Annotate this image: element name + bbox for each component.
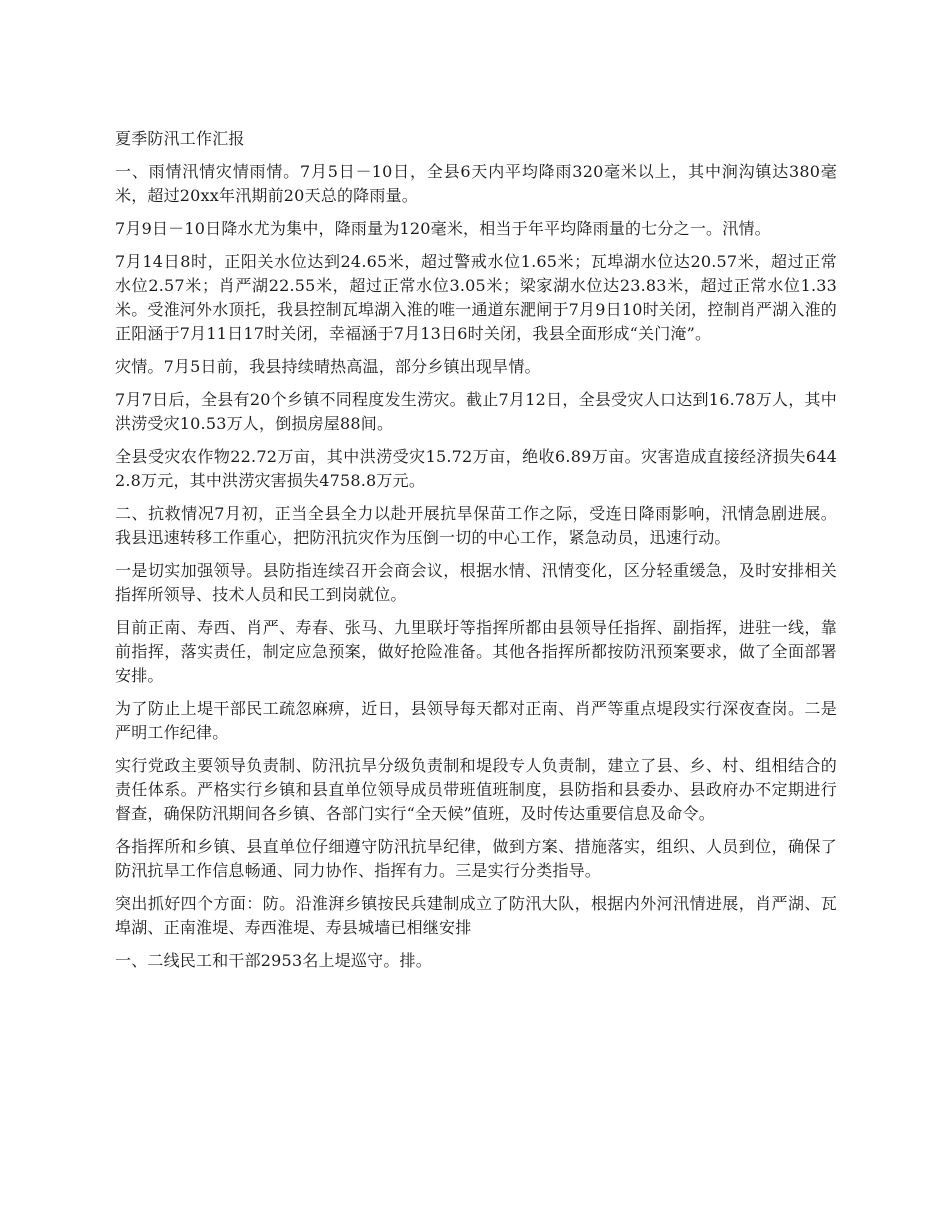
paragraph-crop-losses: 全县受灾农作物22.72万亩，其中洪涝受灾15.72万亩，绝收6.89万亩。灾害造成直接经济损失6442.8万元，其中洪涝灾害损失4758.8万元。 — [115, 447, 837, 490]
paragraph-night-checks: 为了防止上堤干部民工疏忽麻痹，近日，县领导每天都对正南、肖严等重点堤段实行深夜查岗。二是严明工作纪律。 — [115, 699, 837, 742]
paragraph-command-posts: 目前正南、寿西、肖严、寿春、张马、九里联圩等指挥所都由县领导任指挥、副指挥，进驻一线，靠前指挥，落实责任，制定应急预案，做好抢险准备。其他各指挥所都按防汛预案要求，做了全面部署安排。 — [115, 618, 837, 685]
paragraph-rain-concentration: 7月9日－10日降水尤为集中，降雨量为120毫米，相当于年平均降雨量的七分之一。汛情。 — [115, 219, 771, 238]
paragraph-patrol-staff: 一、二线民工和干部2953名上堤巡守。排。 — [115, 951, 432, 970]
document-page — [115, 127, 837, 982]
paragraph-rescue-overview: 二、抗救情况7月初，正当全县全力以赴开展抗旱保苗工作之际，受连日降雨影响，汛情急剧进展。我县迅速转移工作重心，把防汛抗灾作为压倒一切的中心工作，紧急动员，迅速行动。 — [115, 504, 837, 547]
paragraph-four-aspects: 突出抓好四个方面：防。沿淮湃乡镇按民兵建制成立了防汛大队，根据内外河汛情进展，肖严湖、瓦埠湖、正南淮堤、寿西淮堤、寿县城墙已相继安排 — [115, 894, 837, 937]
paragraph-responsibility-system: 实行党政主要领导负责制、防汛抗旱分级负责制和堤段专人负责制，建立了县、乡、村、组相结合的责任体系。严格实行乡镇和县直单位领导成员带班值班制度，县防指和县委办、县政府办不定期进行督查，确保防汛期间各乡镇、各部门实行“全天候”值班，及时传达重要信息及命令。 — [115, 756, 837, 823]
paragraph-water-levels: 7月14日8时，正阳关水位达到24.65米，超过警戒水位1.65米；瓦埠湖水位达20.57米，超过正常水位2.57米；肖严湖22.55米，超过正常水位3.05米；梁家湖水位达23.83米，超过正常水位1.33米。受淮河外水顶托，我县控制瓦埠湖入淮的唯一通道东淝闸于7月9日10时关闭，控制肖严湖入淮的正阳涵于7月11日17时关闭，幸福涵于7月13日6时关闭，我县全面形成“关门淹”。 — [115, 252, 837, 343]
paragraph-discipline: 各指挥所和乡镇、县直单位仔细遵守防汛抗旱纪律，做到方案、措施落实，组织、人员到位，确保了防汛抗旱工作信息畅通、同力协作、指挥有力。三是实行分类指导。 — [115, 837, 837, 880]
paragraph-leadership: 一是切实加强领导。县防指连续召开会商会议，根据水情、汛情变化，区分轻重缓急，及时安排相关指挥所领导、技术人员和民工到岗就位。 — [115, 561, 837, 604]
paragraph-flood-impact: 7月7日后，全县有20个乡镇不同程度发生涝灾。截止7月12日，全县受灾人口达到16.78万人，其中洪涝受灾10.53万人，倒损房屋88间。 — [115, 390, 837, 433]
paragraph-drought: 灾情。7月5日前，我县持续晴热高温，部分乡镇出现旱情。 — [115, 357, 541, 376]
document-title: 夏季防汛工作汇报 — [115, 129, 245, 148]
paragraph-rain-situation: 一、雨情汛情灾情雨情。7月5日－10日，全县6天内平均降雨320毫米以上，其中涧沟镇达380毫米，超过20xx年汛期前20天总的降雨量。 — [115, 162, 837, 205]
